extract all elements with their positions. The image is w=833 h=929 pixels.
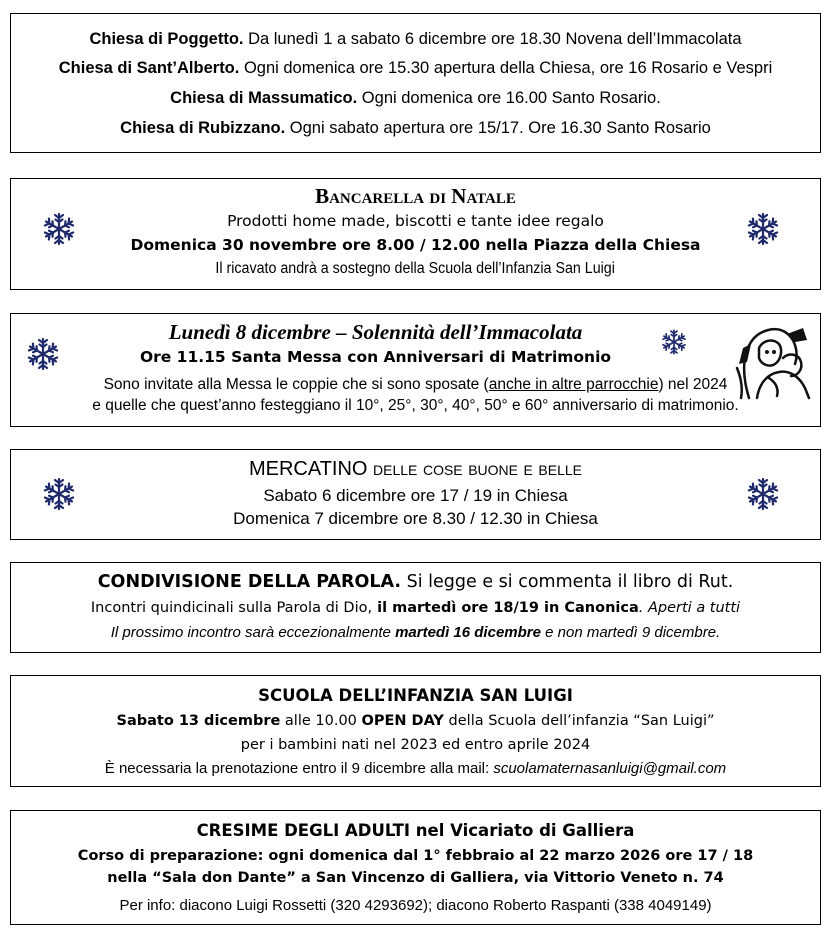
school-line-2: per i bambini nati nel 2023 ed entro aprile 2024 [240,737,591,753]
confirmation-line-2: nella “Sala don Dante” a San Vincenzo di Galliera, via Vittorio Veneto n. 74 [107,870,724,886]
confirmation-line-1: Corso di preparazione: ogni domenica dal 1° febbraio al 22 marzo 2026 ore 17 / 18 [77,848,754,864]
immacolata-line-2: e quelle che quest’anno festeggiano il 10°, 25°, 30°, 40°, 50° e 60° anniversario di matrimonio. [92,397,739,414]
market-line-1: Sabato 6 dicembre ore 17 / 19 in Chiesa [263,486,568,505]
immacolata-title: Lunedì 8 dicembre – Solennità dell’Immacolata [168,320,583,344]
confirmation-info-line: Per info: diacono Luigi Rossetti (320 4293692); diacono Roberto Raspanti (338 4049149) [119,897,712,914]
stall-title: Bancarella di Natale [315,184,516,208]
stall-line-2: Domenica 30 novembre ore 8.00 / 12.00 nella Piazza della Chiesa [130,236,701,254]
market-box [10,449,821,540]
word-sharing-box [10,562,821,653]
immacolata-subtitle: Ore 11.15 Santa Messa con Anniversari di Matrimonio [139,348,612,366]
school-line-1: Sabato 13 dicembre alle 10.00 OPEN DAY della Scuola dell’infanzia “San Luigi” [116,713,715,729]
word-sharing-title: CONDIVISIONE DELLA PAROLA. Si legge e si commenta il libro di Rut. [97,572,734,592]
stall-line-3: Il ricavato andrà a sostegno della Scuola dell’Infanzia San Luigi [215,260,616,277]
immacolata-line-1: Sono invitate alla Messa le coppie che si sono sposate (anche in altre parrocchie) nel 2024 [103,376,728,393]
word-sharing-line-2: Incontri quindicinali sulla Parola di Dio, il martedì ore 18/19 in Canonica. Aperti a tutti [90,600,741,616]
school-box [10,675,821,787]
stall-line-1: Prodotti home made, biscotti e tante idee regalo [227,212,604,230]
school-email[interactable]: scuolamaternasanluigi@gmail.com [493,760,727,777]
massumatico-line: Chiesa di Massumatico. Ogni domenica ore 16.00 Santo Rosario. [170,89,661,107]
poggetto-line: Chiesa di Poggetto. Da lunedì 1 a sabato 6 dicembre ore 18.30 Novena dell’Immacolata [89,30,742,48]
immacolata-box [10,313,821,427]
school-title: SCUOLA DELL’INFANZIA SAN LUIGI [258,686,573,705]
christmas-stall-box [10,178,821,290]
rubizzano-line: Chiesa di Rubizzano. Ogni sabato apertura ore 15/17. Ore 16.30 Santo Rosario [120,119,711,137]
santalberto-line: Chiesa di Sant’Alberto. Ogni domenica ore 15.30 apertura della Chiesa, ore 16 Rosario e Vespri [58,59,773,77]
churches-schedule-box [10,13,821,153]
word-sharing-line-3: Il prossimo incontro sarà eccezionalmente martedì 16 dicembre e non martedì 9 dicembre. [110,624,721,641]
market-line-2: Domenica 7 dicembre ore 8.30 / 12.30 in Chiesa [233,509,598,528]
market-title: MERCATINO delle cose buone e belle [248,458,583,480]
school-line-3: È necessaria la prenotazione entro il 9 dicembre alla mail: scuolamaternasanluigi@gmail.com [104,760,727,777]
confirmation-box [10,810,821,925]
confirmation-title: CRESIME DEGLI ADULTI nel Vicariato di Galliera [196,821,635,840]
